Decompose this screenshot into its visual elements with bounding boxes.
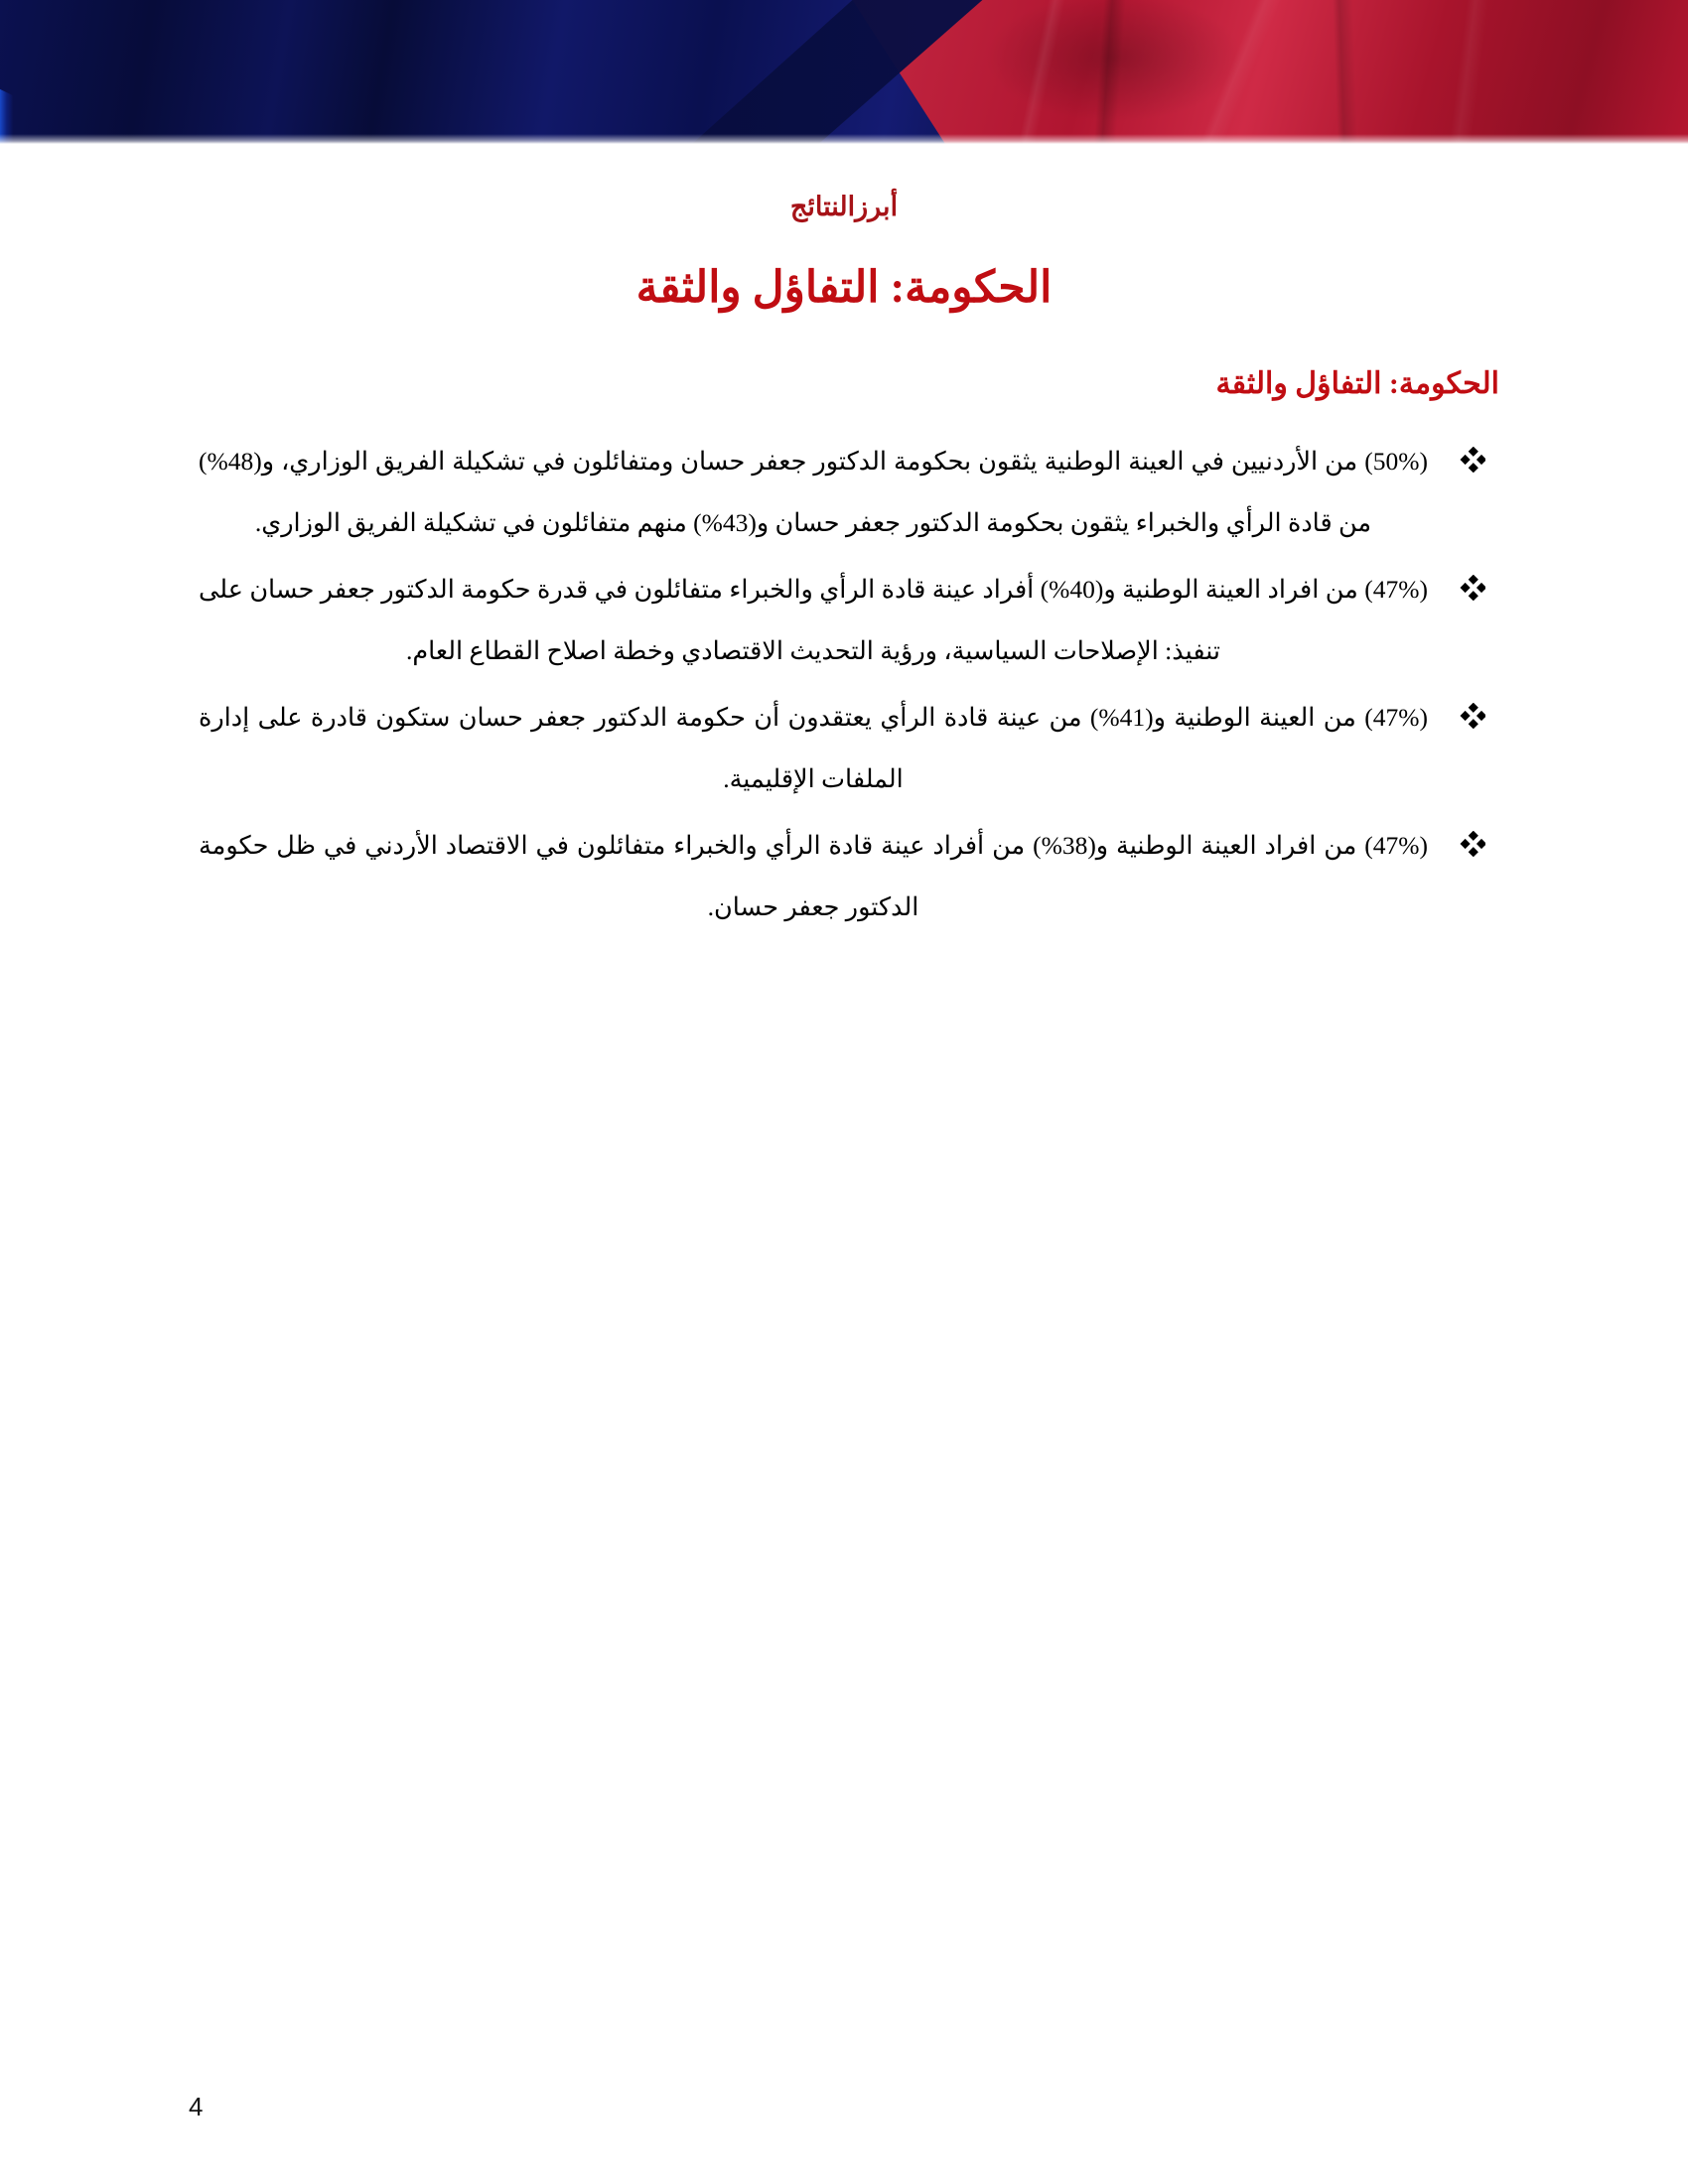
four-diamond-bullet-icon [1460, 831, 1485, 857]
list-item [189, 559, 1499, 683]
page-body [0, 144, 1688, 2184]
header-banner [0, 0, 1688, 144]
list-item [189, 431, 1499, 555]
findings-list [189, 401, 1499, 939]
list-item-text: (47%) من افراد العينة الوطنية و(40%) أفراد عينة قادة الرأي والخبراء متفائلون في قدرة حكومة الدكتور جعفر حسان على تنفيذ: الإصلاحات السياسية، ورؤية التحديث الاقتصادي وخطة اصلاح القطاع العام. [199, 574, 1428, 666]
four-diamond-bullet-icon [1460, 703, 1485, 729]
four-diamond-bullet-icon [1460, 575, 1485, 601]
list-item [189, 687, 1499, 811]
list-item-text: (47%) من افراد العينة الوطنية و(38%) من أفراد عينة قادة الرأي والخبراء متفائلون في الاقتصاد الأردني في ظل حكومة الدكتور جعفر حسان. [199, 830, 1428, 922]
list-item-text: (50%) من الأردنيين في العينة الوطنية يثقون بحكومة الدكتور جعفر حسان ومتفائلون في تشكيلة الفريق الوزاري، و(48%) من قادة الرأي والخبراء يثقون بحكومة الدكتور جعفر حسان و(43%) منهم متفائلون في تشكيلة الفريق الوزاري. [199, 447, 1428, 538]
four-diamond-bullet-icon [1460, 447, 1485, 473]
banner-bottom-fade [0, 134, 1688, 144]
page-title: الحكومة: التفاؤل والثقة [635, 263, 1053, 312]
content-column [189, 144, 1499, 943]
page-number: 4 [189, 2092, 204, 2121]
list-item [189, 815, 1499, 939]
section-heading: الحكومة: التفاؤل والثقة [1215, 367, 1499, 400]
page-kicker: أبرزالنتائج [789, 192, 899, 221]
list-item-text: (47%) من العينة الوطنية و(41%) من عينة قادة الرأي يعتقدون أن حكومة الدكتور جعفر حسان ستكون قادرة على إدارة الملفات الإقليمية. [199, 702, 1428, 794]
